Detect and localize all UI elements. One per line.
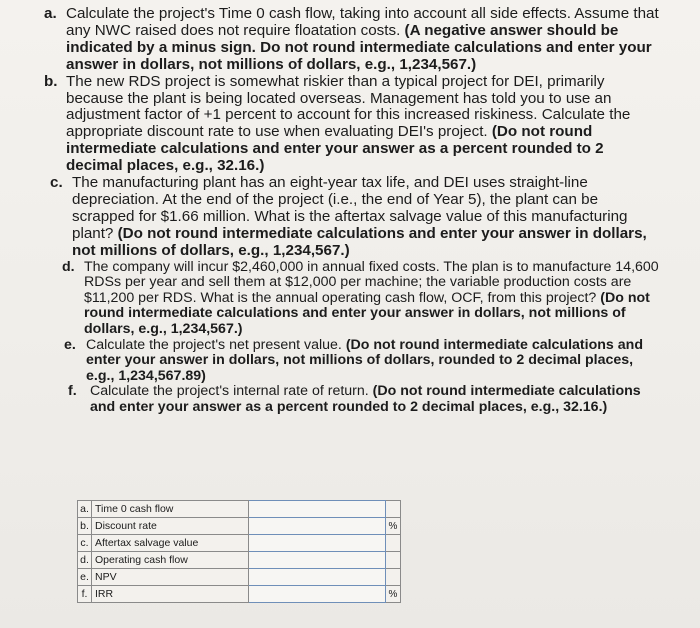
answer-label: IRR <box>92 586 249 603</box>
answer-row-d <box>78 552 401 569</box>
answer-row-b <box>78 518 401 535</box>
operating-cash-flow-input[interactable] <box>249 552 386 569</box>
answer-label: Operating cash flow <box>92 552 249 569</box>
question-text: Calculate the project's internal rate of return. <box>90 383 373 400</box>
answer-row-f <box>78 586 401 603</box>
answer-letter: f. <box>78 586 92 603</box>
answer-row-e <box>78 569 401 586</box>
question-instruction: (Do not round intermediate calculations and enter your answer in dollars, not millions of dollars, e.g., 1,234,567.) <box>72 224 647 259</box>
answer-letter: d. <box>78 552 92 569</box>
question-instruction: (Do not round intermediate calculations and enter your answer in dollars, not millions of dollars, rounded to 2 decimal places, e.g., 1,234,567.89) <box>86 336 643 384</box>
answer-label: NPV <box>92 569 249 586</box>
question-letter: d. <box>62 258 75 275</box>
question-text: Calculate the project's net present value. <box>86 336 346 353</box>
answer-letter: a. <box>78 501 92 518</box>
discount-rate-input[interactable] <box>249 518 386 535</box>
question-letter: f. <box>68 383 77 400</box>
answer-label: Time 0 cash flow <box>92 501 249 518</box>
question-c <box>50 175 664 260</box>
question-letter: c. <box>50 174 63 192</box>
answer-letter: e. <box>78 569 92 586</box>
question-instruction: (A negative answer should be indicated by a minus sign. Do not round intermediate calculations and enter your answer in dollars, not millions of dollars, e.g., 1,234,567.) <box>66 21 652 73</box>
question-a <box>44 6 664 74</box>
question-instruction: (Do not round intermediate calculations and enter your answer as a percent rounded to 2 decimal places, e.g., 32.16.) <box>66 123 604 175</box>
answer-unit <box>386 501 401 518</box>
question-d <box>62 260 664 338</box>
irr-input[interactable] <box>249 586 386 603</box>
question-e <box>64 338 664 385</box>
question-list <box>44 6 664 416</box>
answer-table <box>77 500 401 603</box>
question-letter: a. <box>44 5 57 22</box>
question-text: The new RDS project is somewhat riskier than a typical project for DEI, primarily because the plant is being located overseas. Management has told you to use an adjustment factor of +1 percent to account for this increased riskiness. Calculate the appropriate discount rate to use when evaluating DEI's project. <box>66 72 631 141</box>
answer-letter: b. <box>78 518 92 535</box>
question-text: The manufacturing plant has an eight-year tax life, and DEI uses straight-line depreciation. At the end of the project (i.e., the end of Year 5), the plant can be scrapped for $1.66 million. What is the aftertax salvage value of this manufacturing plant? <box>72 174 628 242</box>
answer-row-a <box>78 501 401 518</box>
answer-letter: c. <box>78 535 92 552</box>
answer-unit: % <box>386 518 401 535</box>
question-letter: b. <box>44 72 58 90</box>
answer-unit <box>386 535 401 552</box>
aftertax-salvage-value-input[interactable] <box>249 535 386 552</box>
time0-cash-flow-input[interactable] <box>249 501 386 518</box>
answer-label: Aftertax salvage value <box>92 535 249 552</box>
question-letter: e. <box>64 336 76 353</box>
answer-label: Discount rate <box>92 518 249 535</box>
question-text: The company will incur $2,460,000 in annual fixed costs. The plan is to manufacture 14,600 RDSs per year and sell them at $12,000 per machine; the variable production costs are $11,200 per RDS. What is the annual operating cash flow, OCF, from this project? <box>84 258 659 306</box>
answer-row-c <box>78 535 401 552</box>
question-f <box>68 384 650 415</box>
answer-unit <box>386 569 401 586</box>
question-text: Calculate the project's Time 0 cash flow, taking into account all side effects. Assume that any NWC raised does not require floatation costs. <box>66 5 659 39</box>
question-instruction: (Do not round intermediate calculations and enter your answer as a percent rounded to 2 decimal places, e.g., 32.16.) <box>90 383 641 415</box>
npv-input[interactable] <box>249 569 386 586</box>
answer-unit: % <box>386 586 401 603</box>
answer-unit <box>386 552 401 569</box>
question-b <box>44 74 664 175</box>
question-instruction: (Do not round intermediate calculations and enter your answer in dollars, not millions of dollars, e.g., 1,234,567.) <box>84 289 650 337</box>
